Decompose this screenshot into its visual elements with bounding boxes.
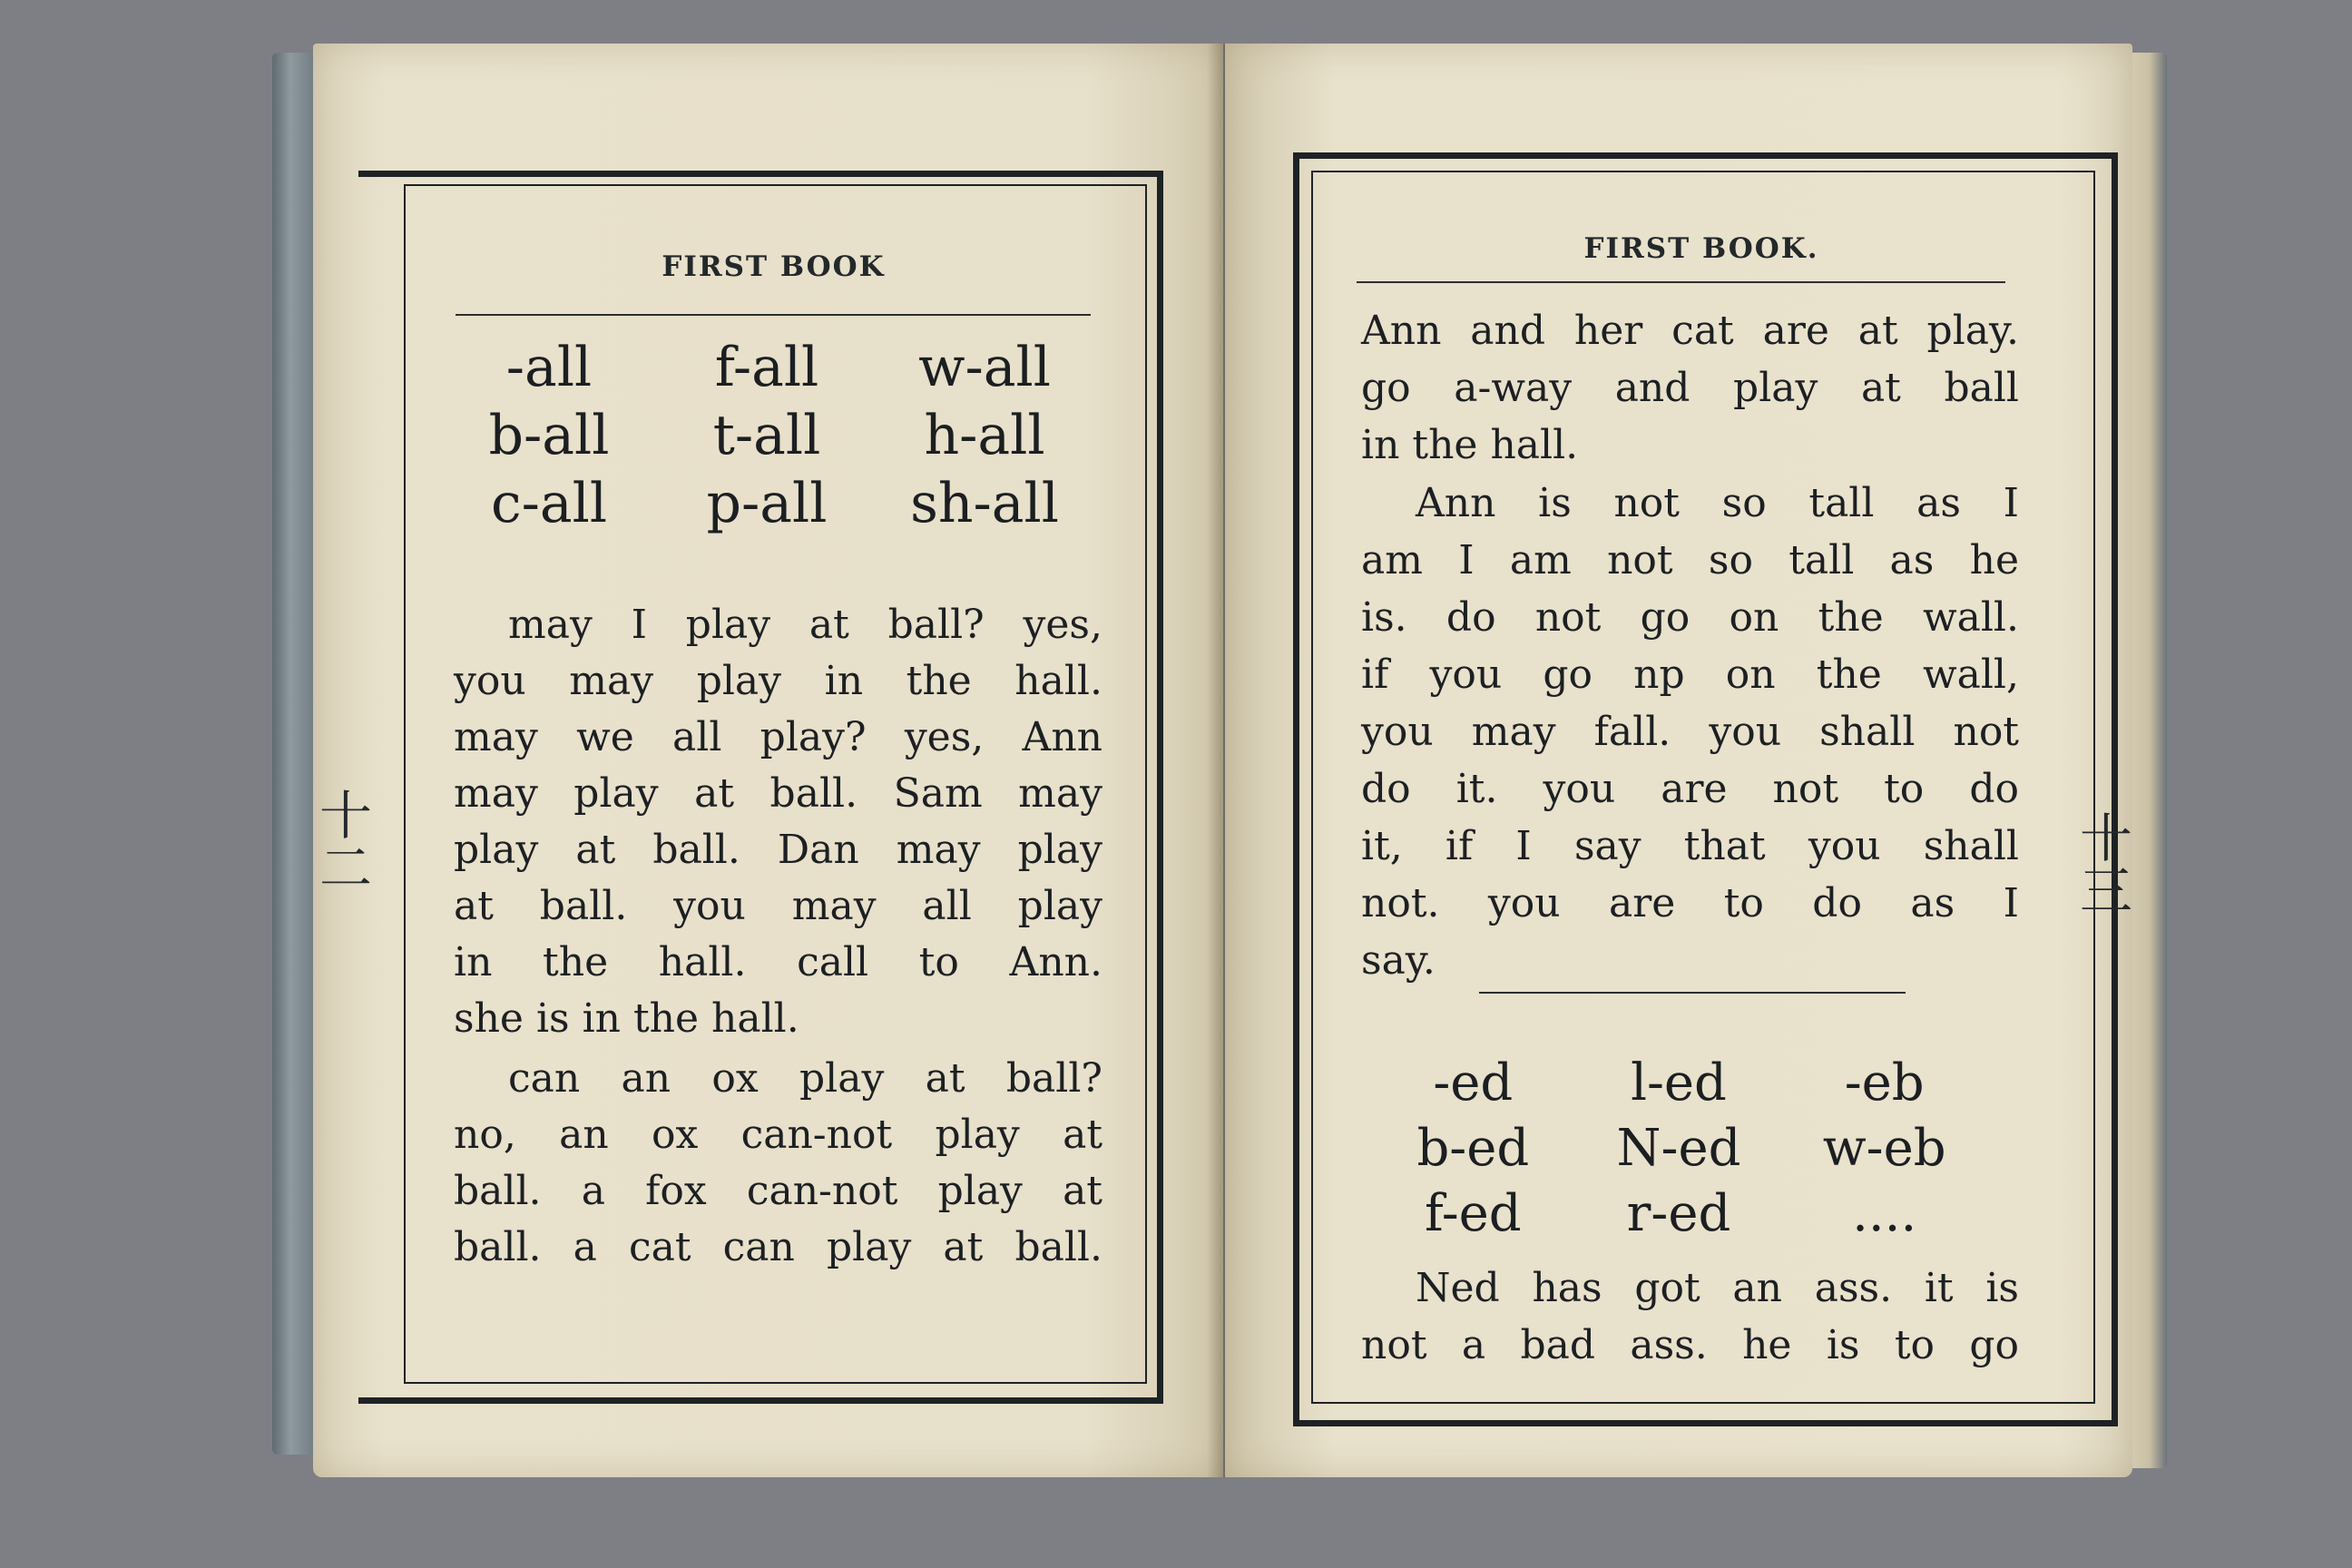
text-line: no, an ox can-not play at [454,1112,1102,1158]
left-running-head: FIRST BOOK [662,250,886,283]
text-line: in the hall. [1361,422,1579,468]
text-line: do it. you are not to do [1361,766,2019,812]
word-cell: w-all [918,336,1051,399]
word-cell: c-all [490,472,608,535]
text-line: Ned has got an ass. it is [1416,1265,2019,1311]
word-cell: t-all [712,404,821,467]
text-line: in the hall. call to Ann. [454,939,1102,985]
text-line: Ann and her cat are at play. [1361,308,2019,354]
word-cell: sh-all [910,472,1059,535]
right-paragraph-2 [1361,475,2019,989]
text-line: may play at ball. Sam may [454,770,1102,817]
text-line: say. [1361,937,1436,984]
right-running-head: FIRST BOOK. [1583,232,1819,265]
text-line: at ball. you may all play [454,883,1102,929]
word-cell: -ed [1433,1054,1514,1112]
text-line: it, if I say that you shall [1361,823,2019,869]
word-cell: -all [505,336,593,399]
right-page [1225,44,2132,1477]
text-line: you may fall. you shall not [1361,709,2019,755]
text-line: go a-way and play at ball [1361,365,2019,411]
word-cell: p-all [706,472,828,535]
text-line: play at ball. Dan may play [454,827,1102,873]
book-spine-edge [272,53,318,1455]
right-word-grid [1370,1051,1987,1247]
text-line: not a bad ass. he is to go [1361,1322,2019,1368]
word-cell: b-ed [1416,1119,1530,1178]
word-cell: b-all [488,404,610,467]
text-line: may I play at ball? yes, [508,602,1102,648]
word-cell: l-ed [1631,1054,1727,1112]
right-paragraph-1 [1361,302,2019,474]
left-page [310,44,1223,1477]
text-line: can an ox play at ball? [508,1055,1102,1102]
word-cell: f-all [714,336,819,399]
right-paragraph-3 [1361,1259,2019,1374]
word-cell: w-eb [1822,1119,1946,1178]
right-folio-mark: 十三 [2071,810,2132,916]
right-head-rule [1357,281,2005,283]
text-line: not. you are to do as I [1361,880,2019,926]
text-line: am I am not so tall as he [1361,537,2019,583]
text-line: ball. a fox can-not play at [454,1168,1102,1214]
left-paragraph-2 [454,1051,1102,1276]
text-line: Ann is not so tall as I [1416,480,2019,526]
word-cell: r-ed [1626,1184,1731,1243]
word-cell: .... [1852,1184,1917,1243]
word-cell: N-ed [1616,1119,1741,1178]
text-line: if you go np on the wall, [1361,652,2019,698]
left-folio-mark: 十二 [310,788,372,893]
left-head-rule [456,314,1091,316]
text-line: she is in the hall. [454,995,799,1042]
word-cell: -eb [1844,1054,1925,1112]
word-cell: h-all [924,404,1045,467]
text-line: is. do not go on the wall. [1361,594,2019,641]
text-line: may we all play? yes, Ann [454,714,1102,760]
right-section-rule [1479,992,1906,994]
text-line: ball. a cat can play at ball. [454,1224,1102,1270]
left-word-grid [440,334,1093,538]
left-paragraph-1 [454,597,1102,1047]
text-line: you may play in the hall. [454,658,1102,704]
word-cell: f-ed [1425,1184,1522,1243]
